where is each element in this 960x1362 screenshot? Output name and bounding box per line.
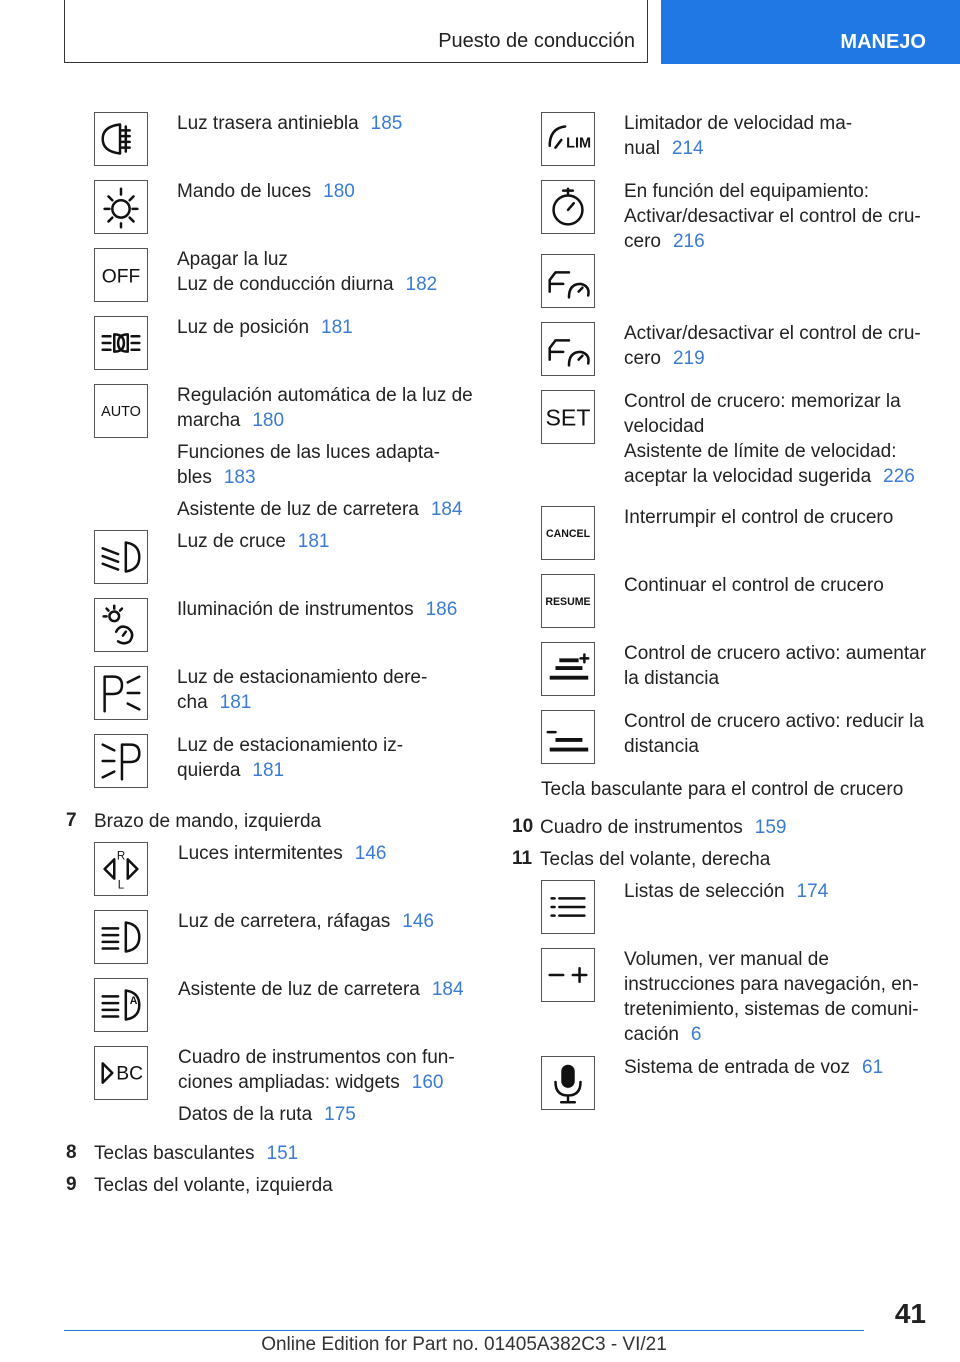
page-reference-link[interactable]: 160 [411, 1072, 444, 1093]
volume-icon [541, 948, 595, 1002]
set-icon [541, 390, 595, 444]
auto-icon [94, 384, 148, 438]
svg-text:A: A [129, 995, 138, 1008]
entry-label: Control de crucero activo: reducir la [624, 711, 924, 732]
instrument-lighting-icon [94, 598, 148, 652]
entry-label: cha [177, 692, 208, 713]
entry-label: Luz de cruce [177, 531, 286, 552]
entry-label: Luz de estacionamiento iz- [177, 735, 404, 756]
entry-label: instrucciones para navegación, en- [624, 974, 919, 995]
page-reference-link[interactable]: 180 [323, 181, 355, 202]
page-reference-link[interactable]: 151 [266, 1143, 299, 1164]
page-reference-link[interactable]: 184 [431, 979, 464, 1000]
page-reference-link[interactable]: 185 [370, 113, 403, 134]
svg-text:LIM: LIM [566, 135, 592, 152]
page-reference-link[interactable]: 184 [430, 499, 463, 520]
distance-increase-icon [541, 642, 595, 696]
off-icon [94, 248, 148, 302]
svg-text:CANCEL: CANCEL [545, 527, 591, 540]
header-section-box [64, 0, 648, 63]
item-label: Teclas del volante, derecha [540, 849, 771, 870]
item-label: Teclas basculantes 151 [94, 1143, 299, 1164]
item-label: Brazo de mando, izquierda [94, 811, 322, 832]
parking-light-left-icon [94, 734, 148, 788]
item-number: 10 [512, 816, 534, 837]
header-tab-label: MANEJO [840, 31, 926, 53]
page-reference-link[interactable]: 219 [672, 348, 705, 369]
entry-label: Funciones de las luces adapta- [177, 442, 440, 463]
position-light-icon [94, 316, 148, 370]
page-reference-link[interactable]: 181 [321, 317, 353, 338]
entry-label: velocidad [624, 416, 705, 437]
entry-label: Activar/desactivar el control de cru- [624, 206, 921, 227]
entry-label: bles [177, 467, 212, 488]
page-reference-link[interactable]: 216 [672, 231, 705, 252]
entry-label: Luz trasera antiniebla [177, 113, 359, 134]
entry-label: la distancia [624, 668, 720, 689]
page-reference-link[interactable]: 159 [754, 817, 787, 838]
low-beam-icon [94, 530, 148, 584]
page-reference-link[interactable]: 214 [671, 138, 704, 159]
entry-label: Iluminación de instrumentos [177, 599, 414, 620]
page-reference-link[interactable]: 146 [402, 911, 434, 932]
entry-label: Regulación automática de la luz de [177, 385, 473, 406]
entry-label: tretenimiento, sistemas de comuni- [624, 999, 919, 1020]
entry-label: Asistente de luz de carretera [177, 499, 419, 520]
entry-label: ciones ampliadas: widgets [178, 1072, 400, 1093]
entry-label: cero [624, 348, 661, 369]
svg-text:L: L [117, 879, 125, 892]
entry-label: Luz de posición [177, 317, 310, 338]
footer-edition: Online Edition for Part no. 01405A382C3 - VI/21 [261, 1334, 667, 1355]
voice-input-icon [541, 1056, 595, 1110]
cruise-car-icon-2 [541, 322, 595, 376]
entry-label: Continuar el control de crucero [624, 575, 884, 596]
entry-label: cación [624, 1024, 679, 1045]
page-reference-link[interactable]: 175 [324, 1104, 356, 1125]
page-reference-link[interactable]: 180 [252, 410, 285, 431]
parking-light-right-icon [94, 666, 148, 720]
item-number: 7 [66, 810, 77, 831]
entry-label: Cuadro de instrumentos con fun- [178, 1047, 455, 1068]
high-beam-assistant-icon [94, 978, 148, 1032]
svg-text:R: R [116, 850, 126, 863]
entry-label: Asistente de límite de velocidad: [624, 441, 897, 462]
entry-label: Luz de estacionamiento dere- [177, 667, 428, 688]
footer-divider [64, 1330, 864, 1331]
header-tab-manejo[interactable] [661, 0, 960, 64]
item-number: 11 [512, 848, 533, 869]
rocker-caption: Tecla basculante para el control de crucero [541, 779, 904, 800]
entry-label: Volumen, ver manual de [624, 949, 829, 970]
page-reference-link[interactable]: 181 [219, 692, 252, 713]
svg-text:RESUME: RESUME [545, 595, 591, 608]
entry-label: quierda [177, 760, 241, 781]
page-reference-link[interactable]: 181 [297, 531, 330, 552]
page-reference-link[interactable]: 226 [883, 466, 915, 487]
rear-fog-light-icon [94, 112, 148, 166]
page-reference-link[interactable]: 186 [425, 599, 458, 620]
light-switch-icon [94, 180, 148, 234]
cruise-control-icon [541, 180, 595, 234]
entry-label: Sistema de entrada de voz [624, 1057, 851, 1078]
svg-text:SET: SET [545, 404, 591, 431]
entry-label: distancia [624, 736, 699, 757]
cruise-car-icon [541, 254, 595, 308]
item-label: Cuadro de instrumentos 159 [540, 817, 787, 838]
entry-label: cero [624, 231, 661, 252]
entry-label: Asistente de luz de carretera [178, 979, 420, 1000]
svg-text:AUTO: AUTO [101, 403, 141, 420]
cancel-icon [541, 506, 595, 560]
distance-decrease-icon [541, 710, 595, 764]
turn-signal-icon [94, 842, 148, 896]
entry-label: Control de crucero activo: aumentar [624, 643, 927, 664]
entry-label: Luz de conducción diurna [177, 274, 394, 295]
entry-label: Luz de carretera, ráfagas [178, 911, 391, 932]
entry-label: aceptar la velocidad sugerida [624, 466, 872, 487]
page-reference-link[interactable]: 183 [223, 467, 256, 488]
page-reference-link[interactable]: 181 [252, 760, 285, 781]
resume-icon [541, 574, 595, 628]
page-reference-link[interactable]: 146 [354, 843, 387, 864]
page-reference-link[interactable]: 174 [796, 881, 829, 902]
entry-label: En función del equipamiento: [624, 181, 870, 202]
item-number: 9 [66, 1174, 77, 1195]
lim-icon [541, 112, 595, 166]
page-reference-link[interactable]: 182 [405, 274, 438, 295]
entry-label: Apagar la luz [177, 249, 288, 270]
page-reference-link[interactable]: 61 [862, 1057, 884, 1078]
entry-label: Mando de luces [177, 181, 312, 202]
entry-label: Interrumpir el control de crucero [624, 507, 894, 528]
item-label: Teclas del volante, izquierda [94, 1175, 333, 1196]
entry-label: marcha [177, 410, 241, 431]
list-icon [541, 880, 595, 934]
entry-label: Luces intermitentes [178, 843, 343, 864]
header-section-title: Puesto de conducción [438, 30, 635, 52]
bc-icon [94, 1046, 148, 1100]
high-beam-icon [94, 910, 148, 964]
svg-text:BC: BC [116, 1063, 144, 1085]
item-number: 8 [66, 1142, 77, 1163]
page-reference-link[interactable]: 6 [690, 1024, 702, 1045]
entry-label: Activar/desactivar el control de cru- [624, 323, 921, 344]
entry-label: Listas de selección [624, 881, 785, 902]
svg-text:OFF: OFF [101, 266, 141, 288]
page-number: 41 [894, 1298, 926, 1329]
entry-label: Control de crucero: memorizar la [624, 391, 901, 412]
entry-label: Limitador de velocidad ma- [624, 113, 853, 134]
entry-label: nual [624, 138, 660, 159]
entry-label: Datos de la ruta [178, 1104, 313, 1125]
